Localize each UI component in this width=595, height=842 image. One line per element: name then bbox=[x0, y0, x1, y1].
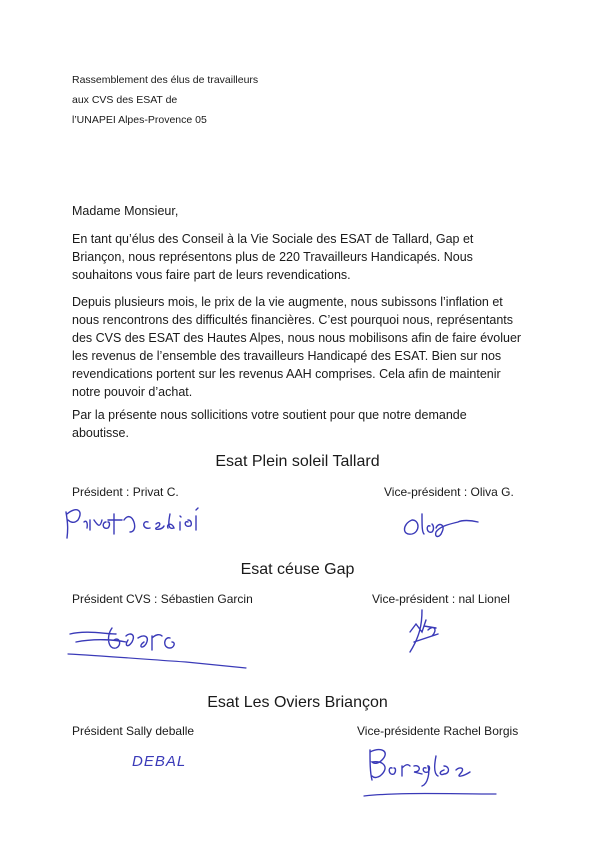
esat-gap-vice-president: Vice-président : nal Lionel bbox=[372, 592, 510, 606]
signature-debal-text: DEBAL bbox=[132, 753, 187, 770]
signature-briancon-vice-president bbox=[360, 742, 500, 807]
signature-gap-vice-president bbox=[404, 606, 444, 661]
header-line-2: aux CVS des ESAT de bbox=[72, 94, 178, 106]
signature-tallard-vice-president bbox=[400, 502, 490, 547]
esat-tallard-president: Président : Privat C. bbox=[72, 485, 179, 499]
esat-tallard-vice-president: Vice-président : Oliva G. bbox=[384, 485, 514, 499]
letter-header bbox=[72, 70, 258, 130]
paragraph-1: En tant qu’élus des Conseil à la Vie Sociale des ESAT de Tallard, Gap et Briançon, nous représentons plus de 220 Travailleurs Handicapés. Nous souhaitons vous faire part de leurs revendications. bbox=[72, 232, 474, 282]
signature-tallard-president bbox=[62, 500, 212, 547]
header-line-3: l’UNAPEI Alpes-Provence 05 bbox=[72, 114, 207, 126]
salutation: Madame Monsieur, bbox=[72, 204, 179, 218]
esat-gap-president: Président CVS : Sébastien Garcin bbox=[72, 592, 253, 606]
esat-gap-title: Esat céuse Gap bbox=[240, 561, 355, 578]
paragraph-2: Depuis plusieurs mois, le prix de la vie augmente, nous subissons l’inflation et nous rencontrons des difficultés financières. C’est pourquoi nous, représentants des CVS des ESAT des Hautes Alpes, nous nous mobilisons afin de faire évoluer les revenus de l’ensemble des travailleurs Handicapé des ESAT. Bien sur nos revendications portent sur les revenus AAH comprises. Cela afin de maintenir notre pouvoir d’achat. bbox=[72, 295, 522, 399]
esat-briancon-president: Président Sally deballe bbox=[72, 724, 195, 738]
esat-briancon-vice-president: Vice-présidente Rachel Borgis bbox=[357, 724, 519, 738]
signature-gap-president bbox=[66, 620, 256, 680]
esat-tallard-title: Esat Plein soleil Tallard bbox=[215, 453, 380, 470]
header-line-1: Rassemblement des élus de travailleurs bbox=[72, 74, 259, 86]
signature-briancon-president bbox=[130, 748, 210, 777]
esat-briancon-title: Esat Les Oviers Briançon bbox=[207, 694, 388, 711]
paragraph-3: Par la présente nous sollicitions votre soutient pour que notre demande aboutisse. bbox=[72, 408, 467, 440]
